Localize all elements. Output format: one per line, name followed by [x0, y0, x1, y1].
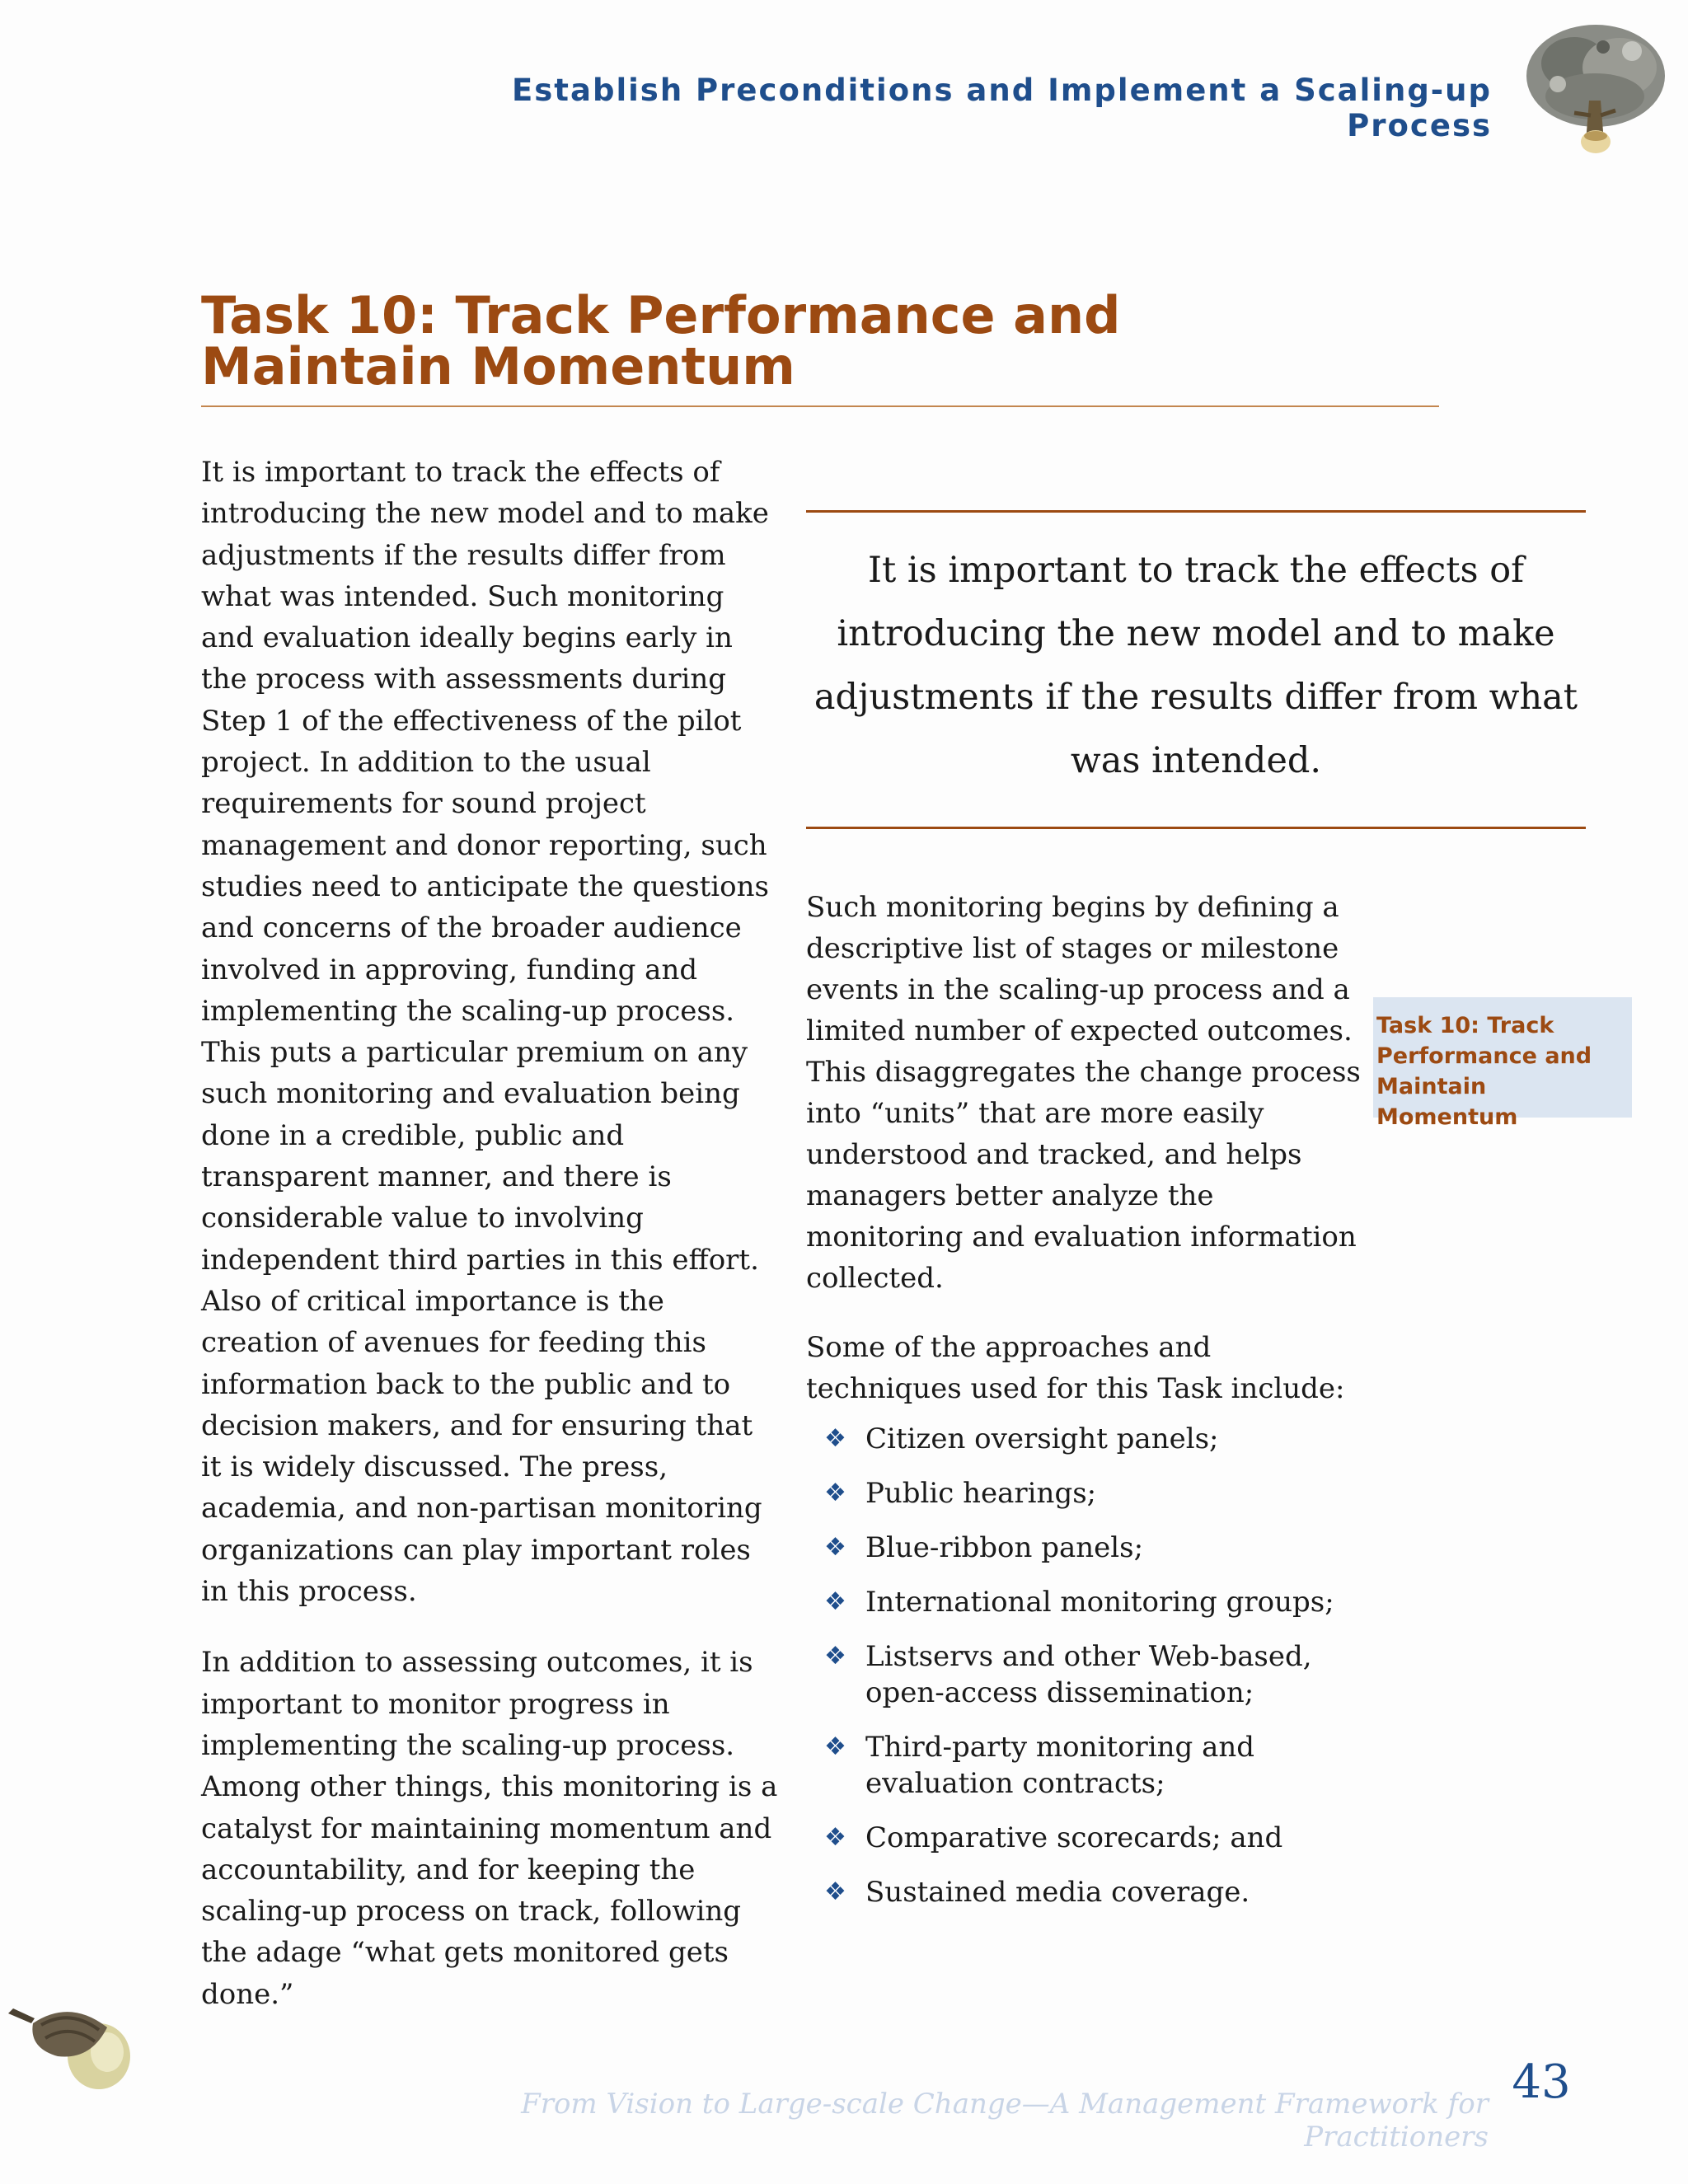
list-item [806, 1530, 1367, 1566]
list-intro: Some of the approaches and techniques used for this Task include: [806, 1331, 1345, 1405]
diamond-bullet-icon: ❖ [824, 1877, 846, 1906]
pullquote: It is important to track the effects of introducing the new model and to make adjustments if the results differ from what was intended. [814, 550, 1578, 781]
body-paragraph: It is important to track the effects of introducing the new model and to make adjustments if the results differ from what was intended. Such monitoring and evaluation ideally begins early in the process with assessments during Step 1 of the effectiveness of the pilot project. In addition to the usual requirements for sound project management and donor reporting, such studies need to anticipate the questions and concerns of the broader audience involved in approving, funding and implementing the scaling-up process. This puts a particular premium on any such monitoring and evaluation being done in a credible, public and transparent manner, and there is considerable value to involving independent third parties in this effort. Also of critical importance is the creation of avenues for feeding this information back to the public and to decision makers, and for ensuring that it is widely discussed. The press, academia, and non-partisan monitoring organizations can play important roles in this process. [201, 456, 769, 1609]
title-line-2: Maintain Momentum [201, 336, 795, 396]
list-item-text: Citizen oversight panels; [865, 1422, 1219, 1455]
list-item [806, 1638, 1367, 1711]
body-paragraph: In addition to assessing outcomes, it is important to monitor progress in implementing the scaling-up process. Among other things, this monitoring is a catalyst for maintaining momentum and accountability, and for keeping the scaling-up process on track, following the adage “what gets monitored gets done.” [201, 1646, 778, 2011]
list-item-text: Blue-ribbon panels; [865, 1531, 1144, 1564]
diamond-bullet-icon: ❖ [824, 1823, 846, 1852]
list-item-text: Listservs and other Web-based, open-access dissemination; [865, 1640, 1312, 1709]
diamond-bullet-icon: ❖ [824, 1479, 846, 1507]
approaches-list [806, 1421, 1367, 1910]
diamond-bullet-icon: ❖ [824, 1533, 846, 1562]
page-number: 43 [1512, 2055, 1571, 2109]
pullquote-bottom-rule [806, 827, 1586, 829]
title-divider [201, 405, 1439, 407]
diamond-bullet-icon: ❖ [824, 1424, 846, 1453]
list-item-text: Comparative scorecards; and [865, 1821, 1283, 1854]
list-item-text: Sustained media coverage. [865, 1876, 1250, 1909]
body-paragraph: Such monitoring begins by defining a descriptive list of stages or milestone events in the scaling-up process and a limited number of expected outcomes. This disaggregates the change process into “units” that are more easily understood and tracked, and helps managers better analyze the monitoring and evaluation information collected. [806, 891, 1361, 1295]
diamond-bullet-icon: ❖ [824, 1587, 846, 1616]
right-column [806, 887, 1367, 1929]
running-header: Establish Preconditions and Implement a Scaling-up Process [512, 73, 1492, 143]
title-line-1: Task 10: Track Performance and [201, 285, 1121, 345]
list-item [806, 1584, 1367, 1620]
list-item [806, 1820, 1367, 1856]
list-item [806, 1421, 1367, 1457]
page-title [201, 285, 1437, 396]
list-item [806, 1475, 1367, 1511]
list-item-text: International monitoring groups; [865, 1586, 1334, 1619]
pullquote-top-rule [806, 510, 1586, 513]
oak-tree-icon [1525, 18, 1667, 157]
sidebar-task-label: Task 10: Track Performance and Maintain Momentum [1373, 997, 1632, 1118]
footer-book-title: From Vision to Large-scale Change—A Management Framework for Practitioners [521, 2088, 1489, 2154]
diamond-bullet-icon: ❖ [824, 1732, 846, 1761]
list-item-text: Third-party monitoring and evaluation contracts; [865, 1731, 1255, 1800]
acorn-icon [0, 1990, 144, 2097]
diamond-bullet-icon: ❖ [824, 1642, 846, 1671]
list-item-text: Public hearings; [865, 1477, 1097, 1510]
list-item [806, 1729, 1367, 1802]
left-column [201, 452, 778, 2015]
list-item [806, 1874, 1367, 1910]
